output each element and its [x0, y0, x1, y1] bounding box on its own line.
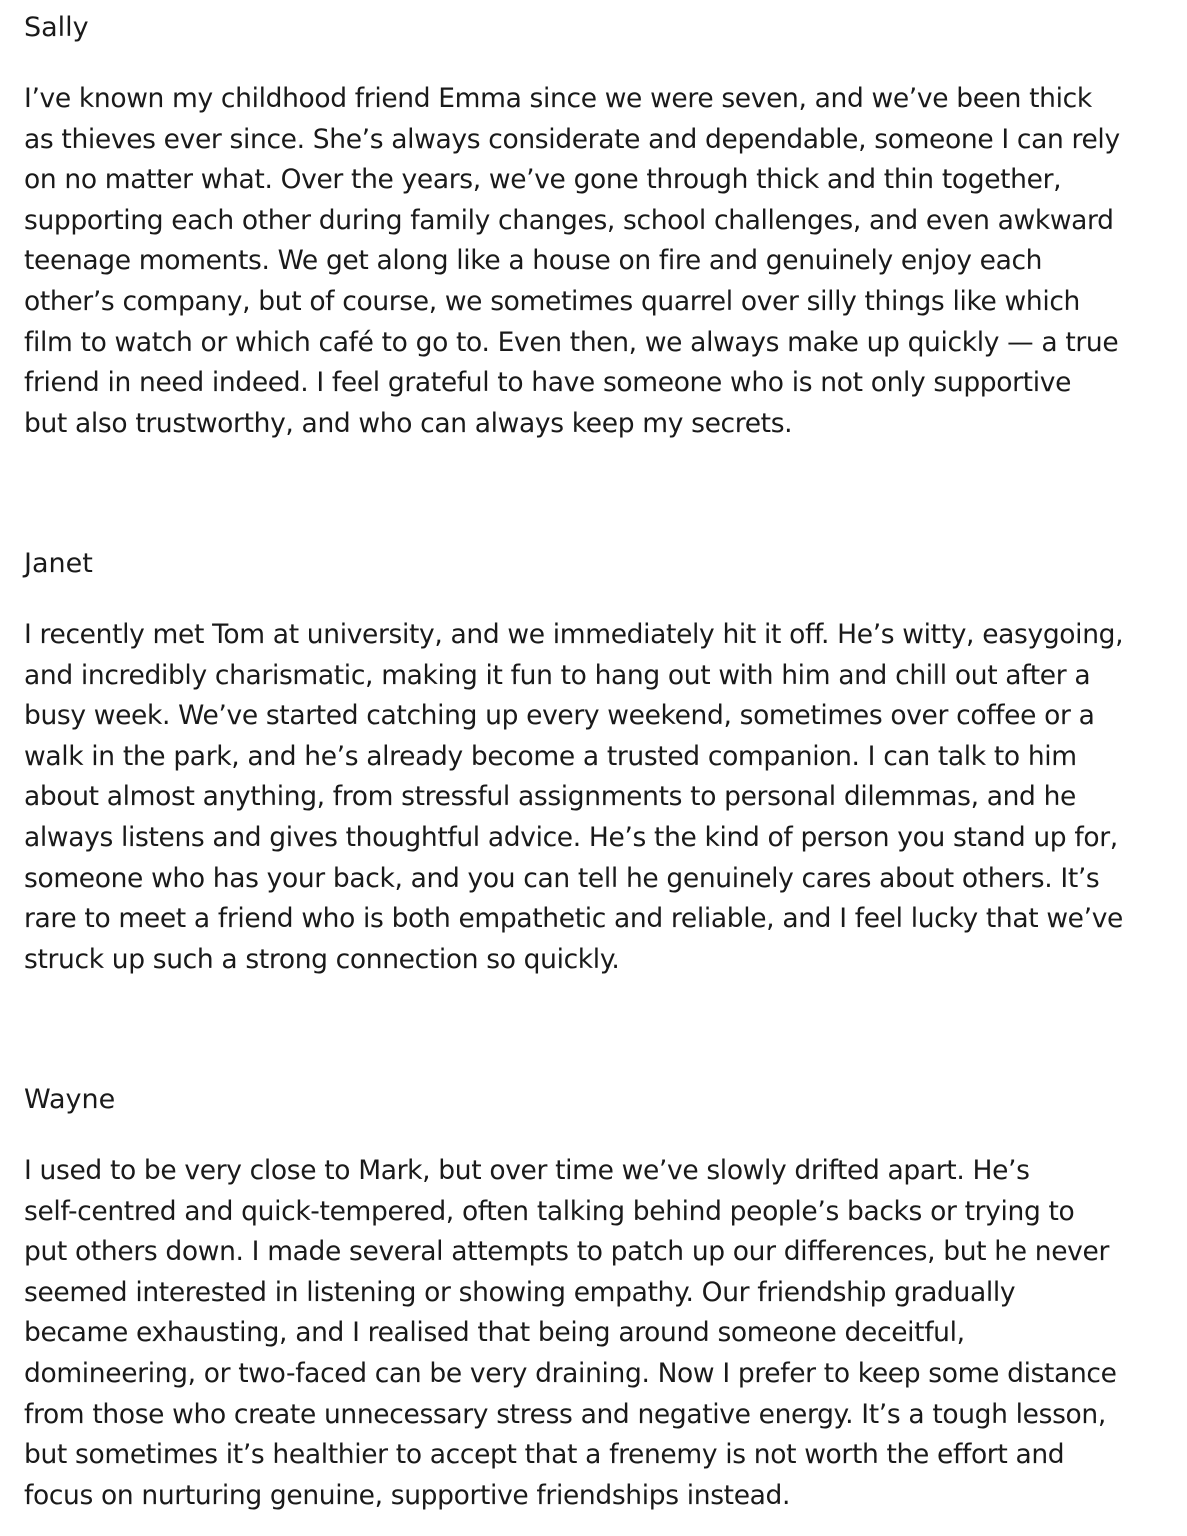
entry-paragraph [24, 1151, 1164, 1516]
paragraph-line: always listens and gives thoughtful advice. He’s the kind of person you stand up for, [24, 821, 1118, 853]
entry-paragraph [24, 615, 1164, 980]
paragraph-line: struck up such a strong connection so quickly. [24, 943, 620, 975]
paragraph-line: I’ve known my childhood friend Emma since we were seven, and we’ve been thick [24, 83, 1092, 114]
paragraph-line: self-centred and quick-tempered, often talking behind people’s backs or trying to [24, 1195, 1075, 1227]
paragraph-line: walk in the park, and he’s already become a trusted companion. I can talk to him [24, 740, 1077, 772]
entry-paragraph [24, 79, 1164, 444]
paragraph-line: on no matter what. Over the years, we’ve gone through thick and thin together, [24, 164, 1062, 196]
paragraph-line: seemed interested in listening or showing empathy. Our friendship gradually [24, 1276, 1016, 1308]
paragraph-line: friend in need indeed. I feel grateful to have someone who is not only supportive [24, 367, 1072, 399]
paragraph-line: about almost anything, from stressful assignments to personal dilemmas, and he [24, 781, 1076, 813]
paragraph-line: film to watch or which café to go to. Even then, we always make up quickly — a true [24, 326, 1119, 358]
paragraph-line: I recently met Tom at university, and we immediately hit it off. He’s witty, easygoing, [24, 619, 1124, 650]
paragraph-line: focus on nurturing genuine, supportive friendships instead. [24, 1479, 791, 1511]
entry-sally [24, 8, 1164, 439]
paragraph-line: and incredibly charismatic, making it fun to hang out with him and chill out after a [24, 659, 1091, 691]
paragraph-line: teenage moments. We get along like a house on fire and genuinely enjoy each [24, 245, 1043, 277]
paragraph-line: as thieves ever since. She’s always considerate and dependable, someone I can rely [24, 123, 1120, 155]
entry-name: Sally [24, 12, 89, 43]
paragraph-line: someone who has your back, and you can tell he genuinely cares about others. It’s [24, 862, 1100, 894]
paragraph-line: rare to meet a friend who is both empathetic and reliable, and I feel lucky that we’ve [24, 903, 1123, 935]
entry-wayne [24, 1080, 1164, 1511]
paragraph-line: I used to be very close to Mark, but over time we’ve slowly drifted apart. He’s [24, 1155, 1030, 1186]
entry-janet [24, 544, 1164, 975]
paragraph-line: from those who create unnecessary stress and negative energy. It’s a tough lesson, [24, 1398, 1106, 1430]
paragraph-line: domineering, or two-faced can be very draining. Now I prefer to keep some distance [24, 1357, 1117, 1389]
paragraph-line: but also trustworthy, and who can always keep my secrets. [24, 407, 793, 439]
entry-name: Janet [24, 548, 93, 579]
paragraph-line: busy week. We’ve started catching up every weekend, sometimes over coffee or a [24, 700, 1095, 732]
paragraph-line: put others down. I made several attempts to patch up our differences, but he never [24, 1236, 1109, 1268]
entry-name: Wayne [24, 1084, 116, 1115]
paragraph-line: became exhausting, and I realised that being around someone deceitful, [24, 1317, 965, 1349]
paragraph-line: but sometimes it’s healthier to accept that a frenemy is not worth the effort and [24, 1439, 1065, 1471]
paragraph-line: supporting each other during family changes, school challenges, and even awkward [24, 204, 1114, 236]
paragraph-line: other’s company, but of course, we sometimes quarrel over silly things like which [24, 285, 1081, 317]
